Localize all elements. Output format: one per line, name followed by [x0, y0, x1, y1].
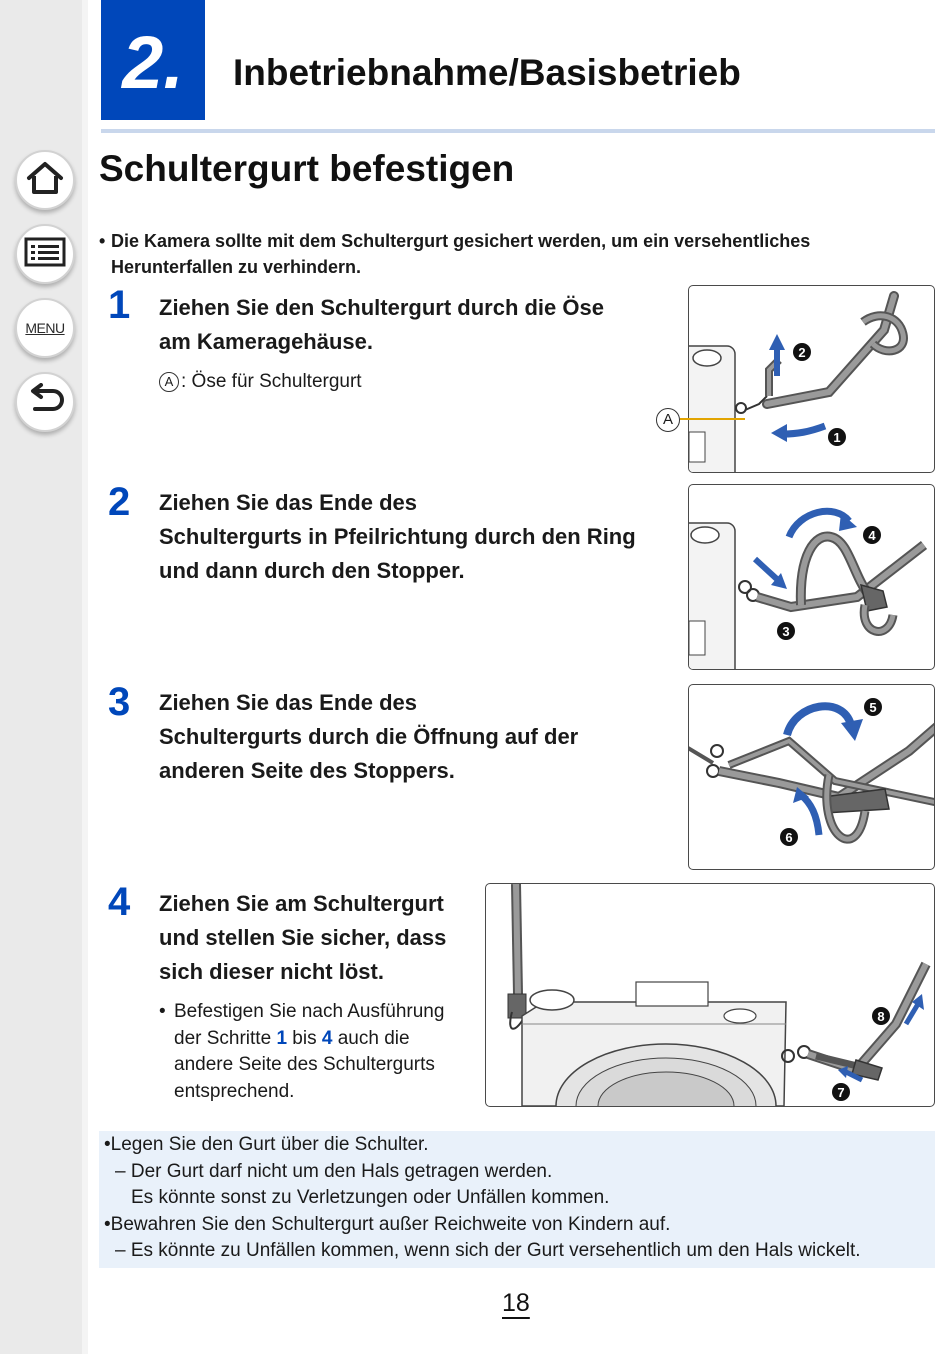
step-2-line-3: und dann durch den Stopper. — [159, 558, 465, 583]
marker-8: 8 — [877, 1009, 885, 1024]
caution-text-4: Bewahren Sie den Schultergurt außer Reichweite von Kindern auf. — [110, 1213, 671, 1235]
header-rule — [101, 129, 935, 133]
bullet: • — [104, 1134, 111, 1155]
marker-1: 1 — [833, 430, 841, 445]
marker-3: 3 — [782, 624, 790, 639]
intro-note — [99, 228, 899, 280]
figure-step-4 — [485, 883, 935, 1107]
note-part-2: bis — [292, 1027, 317, 1049]
marker-7: 7 — [837, 1085, 845, 1100]
intro-line-2: Herunterfallen zu verhindern. — [111, 257, 362, 277]
step-4-line-1: Ziehen Sie am Schultergurt — [159, 891, 444, 916]
note-part-3: auch die andere Seite des Schultergurts entsprechend. — [174, 1027, 435, 1102]
callout-a: A — [656, 408, 680, 432]
step-4-note — [159, 999, 469, 1105]
callout-a-leader — [680, 418, 694, 420]
caution-text-3: Es könnte sonst zu Verletzungen oder Unfällen kommen. — [131, 1187, 610, 1208]
chapter-number: 2. — [101, 0, 205, 120]
section-title: Schultergurt befestigen — [99, 148, 515, 189]
marker-2: 2 — [798, 345, 806, 360]
caution-text-5: Es könnte zu Unfällen kommen, wenn sich der Gurt versehentlich um den Hals wickelt. — [130, 1240, 861, 1261]
step-number-4: 4 — [108, 880, 131, 924]
step-4-line-2: und stellen Sie sicher, dass — [159, 925, 447, 950]
step-text-3 — [159, 686, 578, 788]
step-2-line-2: Schultergurts in Pfeilrichtung durch den Ring — [159, 524, 636, 549]
toc-button[interactable] — [15, 224, 75, 284]
caution-text-1: Legen Sie den Gurt über die Schulter. — [110, 1134, 429, 1155]
return-icon — [25, 383, 65, 422]
menu-button[interactable] — [15, 298, 75, 358]
back-button[interactable] — [15, 372, 75, 432]
marker-4: 4 — [868, 528, 876, 543]
caution-line-2 — [99, 1159, 935, 1186]
caution-text-2: Der Gurt darf nicht um den Hals getragen werden. — [130, 1160, 553, 1182]
list-icon — [24, 237, 66, 272]
step-1-note — [159, 371, 362, 393]
note-part-1: Befestigen Sie nach Ausführung der Schritte — [174, 1001, 445, 1049]
step-text-1 — [159, 291, 604, 359]
intro-line-1: Die Kamera sollte mit dem Schultergurt gesichert werden, um ein versehentliches — [111, 231, 811, 251]
step-3-line-1: Ziehen Sie das Ende des — [159, 690, 417, 715]
caution-line-4 — [99, 1212, 935, 1239]
step-number-1: 1 — [108, 283, 131, 327]
figure-step-3 — [688, 684, 935, 870]
page-number: 18 — [502, 1289, 530, 1317]
bullet: • — [99, 231, 106, 251]
step-3-line-3: anderen Seite des Stoppers. — [159, 758, 455, 783]
step-1-line-2: am Kameragehäuse. — [159, 329, 373, 354]
dash: – — [115, 1160, 126, 1182]
caution-line-3 — [99, 1185, 935, 1212]
dash: – — [115, 1240, 126, 1261]
sidebar-edge — [82, 0, 88, 1354]
caution-box — [99, 1131, 935, 1268]
step-4-line-3: sich dieser nicht löst. — [159, 959, 384, 984]
figure-step-2 — [688, 484, 935, 670]
caution-line-1 — [99, 1131, 935, 1159]
menu-label: MENU — [25, 320, 65, 336]
caution-line-5 — [99, 1238, 935, 1265]
marker-5: 5 — [869, 700, 877, 715]
step-number-2: 2 — [108, 480, 131, 524]
chapter-title: Inbetriebnahme/Basisbetrieb — [233, 52, 741, 93]
step-text-2 — [159, 486, 636, 588]
step-2-line-1: Ziehen Sie das Ende des — [159, 490, 417, 515]
home-icon — [25, 160, 65, 201]
home-button[interactable] — [15, 150, 75, 210]
bullet: • — [104, 1213, 111, 1235]
step-ref-1[interactable]: 1 — [276, 1027, 288, 1049]
step-1-line-1: Ziehen Sie den Schultergurt durch die Öse — [159, 295, 604, 320]
step-text-4 — [159, 887, 446, 989]
step-3-line-2: Schultergurts durch die Öffnung auf der — [159, 724, 579, 749]
figure-step-1 — [688, 285, 935, 473]
step-1-note-text: : Öse für Schultergurt — [181, 371, 362, 392]
callout-a-label: A — [159, 372, 179, 392]
bullet: • — [159, 1001, 166, 1022]
step-ref-4[interactable]: 4 — [321, 1027, 333, 1049]
marker-6: 6 — [785, 830, 793, 845]
step-number-3: 3 — [108, 680, 131, 724]
